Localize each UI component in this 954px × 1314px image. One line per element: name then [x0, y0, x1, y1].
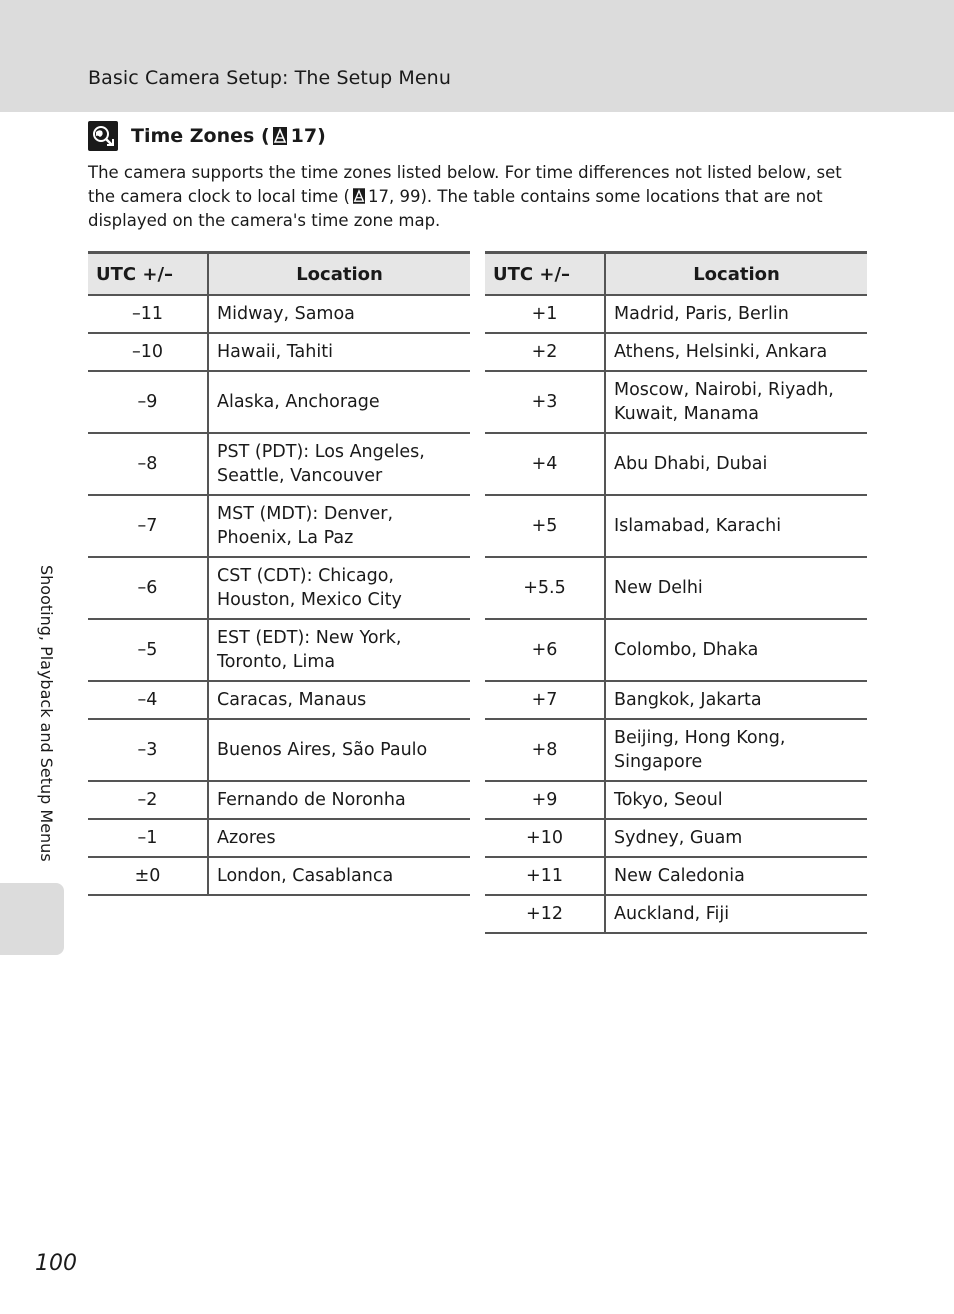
table-row [88, 681, 470, 719]
header-title: Basic Camera Setup: The Setup Menu [88, 67, 451, 89]
location: Bangkok, Jakarta [605, 681, 867, 719]
table-row [88, 495, 470, 557]
utc-offset: –2 [88, 781, 208, 819]
utc-offset: +3 [485, 371, 605, 433]
table-row [88, 819, 470, 857]
page-number: 100 [35, 1251, 77, 1276]
intro-text-2: 17, 99). The table contains some locations that are not displayed on the camera's time zone map. [88, 187, 823, 230]
utc-offset: –3 [88, 719, 208, 781]
table-row [485, 719, 867, 781]
chapter-side-label [36, 565, 60, 870]
intro-text-1: The camera supports the time zones listed below. For time differences not listed below, set the camera clock to local time ( [88, 163, 842, 206]
location: Abu Dhabi, Dubai [605, 433, 867, 495]
header-band [0, 0, 954, 112]
utc-offset: –4 [88, 681, 208, 719]
utc-offset: –10 [88, 333, 208, 371]
location: New Delhi [605, 557, 867, 619]
column-header-location: Location [208, 253, 470, 296]
utc-offset: –6 [88, 557, 208, 619]
chapter-side-label-text: Shooting, Playback and Setup Menus [37, 565, 56, 862]
column-header-utc: UTC +/– [88, 253, 208, 296]
table-row [88, 619, 470, 681]
table-row [88, 333, 470, 371]
utc-offset: +12 [485, 895, 605, 933]
utc-offset: +5 [485, 495, 605, 557]
location: EST (EDT): New York, Toronto, Lima [208, 619, 470, 681]
location: Moscow, Nairobi, Riyadh, Kuwait, Manama [605, 371, 867, 433]
utc-offset: –7 [88, 495, 208, 557]
page-reference-icon [353, 188, 365, 204]
intro-paragraph [88, 161, 868, 233]
utc-offset: –11 [88, 295, 208, 333]
utc-offset: +5.5 [485, 557, 605, 619]
utc-offset: +1 [485, 295, 605, 333]
table-row [88, 719, 470, 781]
location: MST (MDT): Denver, Phoenix, La Paz [208, 495, 470, 557]
location: Islamabad, Karachi [605, 495, 867, 557]
utc-offset: +6 [485, 619, 605, 681]
utc-offset: –9 [88, 371, 208, 433]
utc-offset: +7 [485, 681, 605, 719]
table-row [485, 819, 867, 857]
utc-offset: +10 [485, 819, 605, 857]
table-row [485, 681, 867, 719]
location: Sydney, Guam [605, 819, 867, 857]
table-row [485, 781, 867, 819]
utc-offset: –1 [88, 819, 208, 857]
location: Madrid, Paris, Berlin [605, 295, 867, 333]
utc-offset: +9 [485, 781, 605, 819]
location: Athens, Helsinki, Ankara [605, 333, 867, 371]
location: Tokyo, Seoul [605, 781, 867, 819]
utc-offset: +4 [485, 433, 605, 495]
location: Hawaii, Tahiti [208, 333, 470, 371]
table-row [485, 333, 867, 371]
location: London, Casablanca [208, 857, 470, 895]
table-row [485, 495, 867, 557]
table-row [88, 781, 470, 819]
utc-offset: +11 [485, 857, 605, 895]
chapter-tab [0, 883, 64, 955]
utc-offset: +8 [485, 719, 605, 781]
location: Midway, Samoa [208, 295, 470, 333]
location: Auckland, Fiji [605, 895, 867, 933]
location: New Caledonia [605, 857, 867, 895]
utc-offset: +2 [485, 333, 605, 371]
section-ref-page: 17) [290, 125, 326, 147]
location: Colombo, Dhaka [605, 619, 867, 681]
table-row [88, 857, 470, 895]
utc-offset: –5 [88, 619, 208, 681]
table-row [88, 295, 470, 333]
section-heading [88, 120, 326, 152]
column-header-utc: UTC +/– [485, 253, 605, 296]
location: PST (PDT): Los Angeles, Seattle, Vancouver [208, 433, 470, 495]
table-row [485, 371, 867, 433]
setup-globe-icon [88, 121, 118, 151]
location: CST (CDT): Chicago, Houston, Mexico City [208, 557, 470, 619]
table-row [485, 295, 867, 333]
table-row [485, 433, 867, 495]
table-row [485, 557, 867, 619]
page-reference-icon [273, 127, 287, 145]
utc-offset: ±0 [88, 857, 208, 895]
location: Azores [208, 819, 470, 857]
table-row [88, 557, 470, 619]
table-row [88, 371, 470, 433]
time-zone-table-left [88, 251, 470, 896]
location: Fernando de Noronha [208, 781, 470, 819]
location: Alaska, Anchorage [208, 371, 470, 433]
section-title: Time Zones ( [131, 125, 270, 147]
table-row [485, 895, 867, 933]
table-row [485, 857, 867, 895]
location: Caracas, Manaus [208, 681, 470, 719]
utc-offset: –8 [88, 433, 208, 495]
time-zone-table-right [485, 251, 867, 934]
location: Beijing, Hong Kong, Singapore [605, 719, 867, 781]
location: Buenos Aires, São Paulo [208, 719, 470, 781]
column-header-location: Location [605, 253, 867, 296]
table-row [485, 619, 867, 681]
table-row [88, 433, 470, 495]
